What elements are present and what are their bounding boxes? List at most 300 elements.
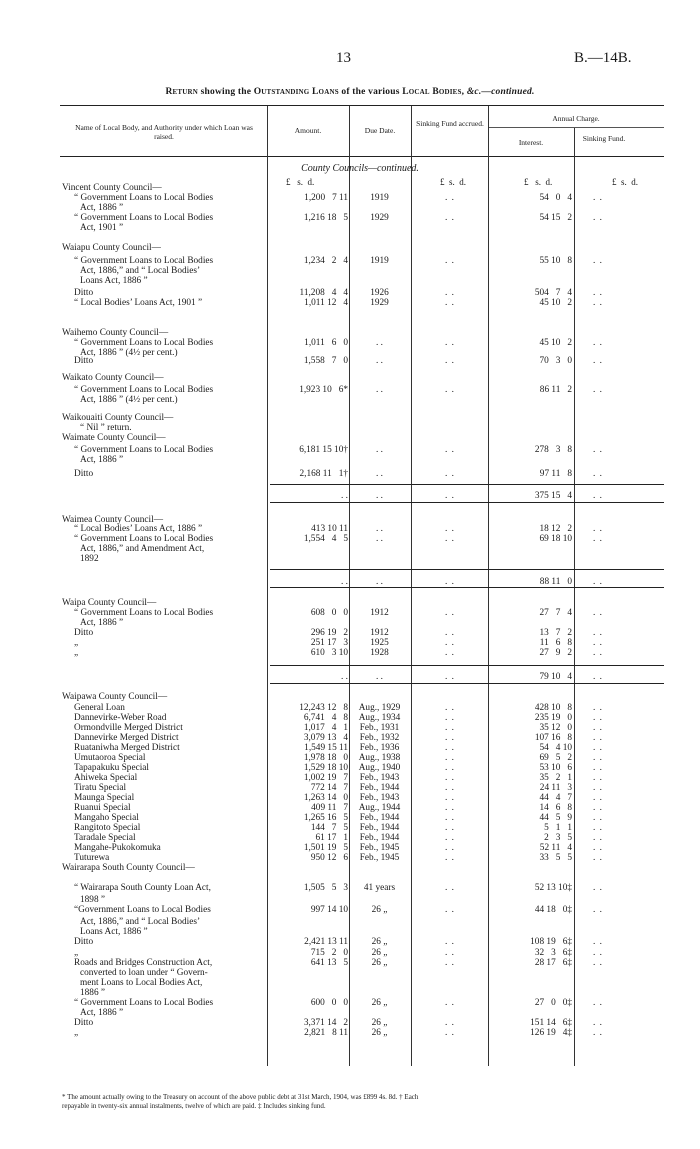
amount-cell: 1,002 19 7 <box>303 773 348 783</box>
subtotal-rule <box>270 683 664 684</box>
loan-description: Mangahe-Pukokomuka <box>74 843 161 853</box>
units-interest: £ s. d. <box>524 177 553 187</box>
loan-description: “ Government Loans to Local Bodies <box>74 608 214 618</box>
sinking-fund-accrued-cell: . . <box>445 628 455 638</box>
loan-description: “ Government Loans to Local Bodies <box>74 338 214 348</box>
sinking-fund-cell: . . <box>593 948 603 958</box>
loan-description: Waikouaiti County Council— <box>62 413 174 423</box>
due-date-cell: . . <box>376 524 383 534</box>
due-date-cell: 1928 <box>370 648 389 658</box>
sinking-fund-accrued-cell: . . <box>445 905 455 915</box>
sinking-fund-accrued-cell: . . <box>445 213 455 223</box>
loan-description: Umutaoroa Special <box>74 753 146 763</box>
loan-description: Act, 1886,” and “ Local Bodies’ <box>80 266 201 276</box>
due-date-cell: 1912 <box>370 628 389 638</box>
amount-cell: 2,168 11 1† <box>299 469 348 479</box>
due-date-cell: . . <box>376 672 383 682</box>
interest-cell: 52 13 10‡ <box>534 883 572 893</box>
loan-description: „ <box>74 638 79 648</box>
subtotal-rule <box>270 665 664 666</box>
interest-cell: 70 3 0 <box>539 356 572 366</box>
sinking-fund-cell: . . <box>593 843 603 853</box>
table-top-rule <box>60 105 664 106</box>
sinking-fund-cell: . . <box>593 288 603 298</box>
sinking-fund-accrued-cell: . . <box>445 672 455 682</box>
interest-cell: 2 3 5 <box>544 833 572 843</box>
due-date-cell: . . <box>376 469 383 479</box>
amount-cell: 1,554 4 5 <box>303 534 348 544</box>
col-head-amount: Amount. <box>294 126 322 135</box>
loan-description: Rangitoto Special <box>74 823 141 833</box>
loan-description: Tapapakuku Special <box>74 763 149 773</box>
due-date-cell: 1926 <box>370 288 389 298</box>
sinking-fund-accrued-cell: . . <box>445 445 455 455</box>
due-date-cell: Feb., 1943 <box>359 793 400 803</box>
loan-description: Act, 1886 ” (4½ per cent.) <box>80 348 178 358</box>
sinking-fund-accrued-cell: . . <box>445 723 455 733</box>
interest-cell: 35 2 1 <box>539 773 572 783</box>
subtotal-rule <box>270 484 664 485</box>
units-sinking: £ s. d. <box>440 177 467 187</box>
loan-description: Act, 1886 ” <box>80 455 124 465</box>
interest-cell: 52 11 4 <box>539 843 572 853</box>
loan-description: Act, 1886 ” <box>80 618 124 628</box>
due-date-cell: 26 „ <box>371 958 388 968</box>
amount-cell: 11,208 4 4 <box>299 288 348 298</box>
interest-cell: 69 5 2 <box>539 753 572 763</box>
interest-cell: 428 10 8 <box>534 703 572 713</box>
amount-cell: 12,243 12 8 <box>299 703 348 713</box>
loan-description: 1886 ” <box>80 988 106 998</box>
due-date-cell: Feb., 1944 <box>359 783 400 793</box>
sinking-fund-cell: . . <box>593 469 603 479</box>
loan-description: “ Government Loans to Local Bodies <box>74 193 214 203</box>
interest-cell: 54 0 4 <box>539 193 572 203</box>
loan-description: Ditto <box>74 1018 94 1028</box>
footnote: * The amount actually owing to the Treasury on account of the above public debt at 31st March, 1904, was £899 4s. 8d. † Each repayable in twenty-six annual instalments, twelve of which are paid. ‡ Includes sinking fund. <box>62 1093 419 1110</box>
sinking-fund-cell: . . <box>593 491 603 501</box>
annual-charge-rule <box>488 127 664 128</box>
loan-description: „ <box>74 1028 79 1038</box>
col-head-sinking-fund: Sinking Fund. <box>582 134 626 143</box>
sinking-fund-cell: . . <box>593 937 603 947</box>
loan-description: Ormondville Merged District <box>74 723 183 733</box>
units-amount: £ s. d. <box>286 177 315 187</box>
document-reference: B.—14B. <box>574 50 632 66</box>
loan-description: Waimate County Council— <box>62 433 166 443</box>
sinking-fund-accrued-cell: . . <box>445 853 455 863</box>
loan-description: “ Government Loans to Local Bodies <box>74 213 214 223</box>
interest-cell: 45 10 2 <box>539 298 572 308</box>
interest-cell: 504 7 4 <box>534 288 572 298</box>
sinking-fund-cell: . . <box>593 445 603 455</box>
amount-cell: 715 2 0 <box>310 948 348 958</box>
due-date-cell: . . <box>376 445 383 455</box>
sinking-fund-cell: . . <box>593 1028 603 1038</box>
amount-cell: 3,079 13 4 <box>303 733 348 743</box>
sinking-fund-accrued-cell: . . <box>445 534 455 544</box>
loan-description: Dannevirke Merged District <box>74 733 179 743</box>
sinking-fund-cell: . . <box>593 524 603 534</box>
sinking-fund-cell: . . <box>593 723 603 733</box>
loan-description: Ruataniwha Merged District <box>74 743 180 753</box>
amount-cell: 610 3 10 <box>310 648 348 658</box>
amount-cell: 1,200 7 11 <box>304 193 348 203</box>
due-date-cell: . . <box>376 534 383 544</box>
sinking-fund-accrued-cell: . . <box>445 524 455 534</box>
due-date-cell: Aug., 1938 <box>358 753 401 763</box>
due-date-cell: 1912 <box>370 608 389 618</box>
sinking-fund-cell: . . <box>593 905 603 915</box>
interest-cell: 375 15 4 <box>534 491 572 501</box>
loan-description: Waimea County Council— <box>62 515 163 525</box>
amount-cell: 251 17 3 <box>310 638 348 648</box>
sinking-fund-accrued-cell: . . <box>445 1028 455 1038</box>
sinking-fund-cell: . . <box>593 385 603 395</box>
loan-description: Ditto <box>74 937 94 947</box>
amount-cell: . . <box>341 672 348 682</box>
interest-cell: 28 17 6‡ <box>534 958 572 968</box>
sinking-fund-cell: . . <box>593 298 603 308</box>
due-date-cell: Feb., 1932 <box>359 733 400 743</box>
loan-description: Waiapu County Council— <box>62 243 161 253</box>
col-divider <box>411 106 412 1066</box>
subtotal-rule <box>270 569 664 570</box>
col-divider <box>574 128 575 1066</box>
sinking-fund-accrued-cell: . . <box>445 638 455 648</box>
sinking-fund-accrued-cell: . . <box>445 491 455 501</box>
sinking-fund-accrued-cell: . . <box>445 733 455 743</box>
sinking-fund-cell: . . <box>593 628 603 638</box>
due-date-cell: 26 „ <box>371 1028 388 1038</box>
sinking-fund-accrued-cell: . . <box>445 703 455 713</box>
amount-cell: . . <box>341 491 348 501</box>
loan-description: 1898 ” <box>80 895 106 905</box>
sinking-fund-accrued-cell: . . <box>445 608 455 618</box>
amount-cell: 600 0 0 <box>310 998 348 1008</box>
due-date-cell: . . <box>376 385 383 395</box>
amount-cell: 997 14 10 <box>310 905 348 915</box>
sinking-fund-cell: . . <box>593 648 603 658</box>
interest-cell: 97 11 8 <box>539 469 572 479</box>
amount-cell: 1,529 18 10 <box>303 763 348 773</box>
sinking-fund-accrued-cell: . . <box>445 193 455 203</box>
loan-description: Wairarapa South County Council— <box>62 863 195 873</box>
amount-cell: 1,923 10 6* <box>299 385 348 395</box>
due-date-cell: 26 „ <box>371 905 388 915</box>
loan-description: “ Wairarapa South County Loan Act, <box>74 883 211 893</box>
interest-cell: 55 10 8 <box>539 256 572 266</box>
loan-description: Ditto <box>74 356 94 366</box>
sinking-fund-cell: . . <box>593 998 603 1008</box>
loan-description: “ Nil ” return. <box>80 423 132 433</box>
sinking-fund-accrued-cell: . . <box>445 469 455 479</box>
amount-cell: 1,265 16 5 <box>303 813 348 823</box>
interest-cell: 86 11 2 <box>539 385 572 395</box>
amount-cell: 409 11 7 <box>311 803 348 813</box>
sinking-fund-accrued-cell: . . <box>445 948 455 958</box>
sinking-fund-accrued-cell: . . <box>445 883 455 893</box>
due-date-cell: 1929 <box>370 298 389 308</box>
sinking-fund-accrued-cell: . . <box>445 773 455 783</box>
sinking-fund-cell: . . <box>593 534 603 544</box>
table-caption: Return showing the Outstanding Loans of the various Local Bodies, &c.—continued. <box>165 87 535 97</box>
sinking-fund-cell: . . <box>593 823 603 833</box>
amount-cell: 2,821 8 11 <box>304 1028 348 1038</box>
due-date-cell: . . <box>376 577 383 587</box>
loan-description: Taradale Special <box>74 833 136 843</box>
due-date-cell: Feb., 1944 <box>359 813 400 823</box>
interest-cell: 108 19 6‡ <box>530 937 572 947</box>
loan-description: Maunga Special <box>74 793 135 803</box>
sinking-fund-cell: . . <box>593 1018 603 1028</box>
loan-description: “ Local Bodies’ Loans Act, 1901 ” <box>74 298 203 308</box>
due-date-cell: Aug., 1944 <box>358 803 401 813</box>
amount-cell: 1,978 18 0 <box>303 753 348 763</box>
loan-description: Waikato County Council— <box>62 373 164 383</box>
sinking-fund-cell: . . <box>593 853 603 863</box>
amount-cell: 1,216 18 5 <box>303 213 348 223</box>
amount-cell: 3,371 14 2 <box>303 1018 348 1028</box>
interest-cell: 278 3 8 <box>534 445 572 455</box>
loan-description: Act, 1901 ” <box>80 223 124 233</box>
loan-description: Act, 1886 ” (4½ per cent.) <box>80 395 178 405</box>
loan-description: 1892 <box>80 554 99 564</box>
sinking-fund-accrued-cell: . . <box>445 813 455 823</box>
amount-cell: 1,011 12 4 <box>304 298 348 308</box>
interest-cell: 151 14 6‡ <box>530 1018 572 1028</box>
amount-cell: 296 19 2 <box>310 628 348 638</box>
sinking-fund-cell: . . <box>593 672 603 682</box>
amount-cell: 1,549 15 11 <box>304 743 348 753</box>
loan-description: Loans Act, 1886 ” <box>80 927 148 937</box>
loan-description: “ Government Loans to Local Bodies <box>74 445 214 455</box>
sinking-fund-cell: . . <box>593 958 603 968</box>
loan-description: Ahiweka Special <box>74 773 138 783</box>
amount-cell: 6,741 4 8 <box>303 713 348 723</box>
sinking-fund-accrued-cell: . . <box>445 338 455 348</box>
sinking-fund-cell: . . <box>593 733 603 743</box>
loan-description: Ditto <box>74 628 94 638</box>
sinking-fund-accrued-cell: . . <box>445 833 455 843</box>
sinking-fund-cell: . . <box>593 813 603 823</box>
sinking-fund-accrued-cell: . . <box>445 577 455 587</box>
amount-cell: 1,011 6 0 <box>304 338 348 348</box>
due-date-cell: Aug., 1934 <box>358 713 401 723</box>
due-date-cell: . . <box>376 356 383 366</box>
loan-description: Act, 1886,” and Amendment Act, <box>80 544 205 554</box>
sinking-fund-cell: . . <box>593 338 603 348</box>
loan-description: “Government Loans to Local Bodies <box>74 905 211 915</box>
loan-description: Ditto <box>74 288 94 298</box>
interest-cell: 79 10 4 <box>539 672 572 682</box>
page-number: 13 <box>336 50 351 66</box>
loan-description: “ Government Loans to Local Bodies <box>74 998 214 1008</box>
loan-description: Ditto <box>74 469 94 479</box>
sinking-fund-accrued-cell: . . <box>445 256 455 266</box>
interest-cell: 14 6 8 <box>539 803 572 813</box>
interest-cell: 88 11 0 <box>539 577 572 587</box>
due-date-cell: Aug., 1940 <box>358 763 401 773</box>
amount-cell: 1,263 14 0 <box>303 793 348 803</box>
col-head-name: Name of Local Body, and Authority under which Loan was raised. <box>75 123 253 141</box>
interest-cell: 45 10 2 <box>539 338 572 348</box>
interest-cell: 32 3 6‡ <box>534 948 572 958</box>
interest-cell: 44 18 0‡ <box>534 905 572 915</box>
loan-description: Waipawa County Council— <box>62 692 168 702</box>
amount-cell: 950 12 6 <box>310 853 348 863</box>
loan-description: converted to loan under “ Govern- <box>80 968 208 978</box>
col-head-sinking: Sinking Fund accrued. <box>416 119 484 128</box>
amount-cell: 6,181 15 10† <box>299 445 348 455</box>
sinking-fund-cell: . . <box>593 638 603 648</box>
interest-cell: 69 18 10 <box>539 534 572 544</box>
sinking-fund-cell: . . <box>593 608 603 618</box>
amount-cell: 641 13 5 <box>310 958 348 968</box>
due-date-cell: . . <box>376 491 383 501</box>
loan-description: Waihemo County Council— <box>62 328 169 338</box>
col-divider <box>349 106 350 1066</box>
sinking-fund-cell: . . <box>593 703 603 713</box>
sinking-fund-accrued-cell: . . <box>445 763 455 773</box>
amount-cell: 608 0 0 <box>310 608 348 618</box>
interest-cell: 27 9 2 <box>539 648 572 658</box>
due-date-cell: Feb., 1944 <box>359 833 400 843</box>
due-date-cell: Aug., 1929 <box>358 703 401 713</box>
sinking-fund-accrued-cell: . . <box>445 803 455 813</box>
subtotal-rule <box>270 587 664 588</box>
due-date-cell: 1929 <box>370 213 389 223</box>
col-divider <box>488 106 489 1066</box>
sinking-fund-accrued-cell: . . <box>445 753 455 763</box>
interest-cell: 126 19 4‡ <box>530 1028 572 1038</box>
interest-cell: 54 15 2 <box>539 213 572 223</box>
loan-description: Act, 1886 ” <box>80 1008 124 1018</box>
sinking-fund-cell: . . <box>593 193 603 203</box>
sinking-fund-cell: . . <box>593 577 603 587</box>
sinking-fund-accrued-cell: . . <box>445 356 455 366</box>
sinking-fund-accrued-cell: . . <box>445 958 455 968</box>
sinking-fund-cell: . . <box>593 256 603 266</box>
sinking-fund-cell: . . <box>593 783 603 793</box>
sinking-fund-cell: . . <box>593 713 603 723</box>
loan-description: Dannevirke-Weber Road <box>74 713 167 723</box>
sinking-fund-cell: . . <box>593 793 603 803</box>
subtotal-rule <box>270 502 664 503</box>
sinking-fund-accrued-cell: . . <box>445 998 455 1008</box>
sinking-fund-accrued-cell: . . <box>445 743 455 753</box>
due-date-cell: 26 „ <box>371 937 388 947</box>
due-date-cell: Feb., 1945 <box>359 843 400 853</box>
interest-cell: 107 16 8 <box>534 733 572 743</box>
loan-description: „ <box>74 948 79 958</box>
due-date-cell: 1919 <box>370 256 389 266</box>
loan-description: Act, 1886 ” <box>80 203 124 213</box>
amount-cell: 1,017 4 1 <box>303 723 348 733</box>
amount-cell: 2,421 13 11 <box>304 937 348 947</box>
sinking-fund-cell: . . <box>593 773 603 783</box>
due-date-cell: Feb., 1944 <box>359 823 400 833</box>
amount-cell: 413 10 11 <box>311 524 348 534</box>
sinking-fund-accrued-cell: . . <box>445 648 455 658</box>
due-date-cell: . . <box>376 338 383 348</box>
units-sinking-fund: £ s. d. <box>612 177 639 187</box>
sinking-fund-cell: . . <box>593 803 603 813</box>
interest-cell: 53 10 6 <box>539 763 572 773</box>
interest-cell: 235 19 0 <box>534 713 572 723</box>
due-date-cell: 26 „ <box>371 948 388 958</box>
due-date-cell: Feb., 1936 <box>359 743 400 753</box>
interest-cell: 27 0 0‡ <box>534 998 572 1008</box>
sinking-fund-accrued-cell: . . <box>445 298 455 308</box>
loan-description: Vincent County Council— <box>62 183 162 193</box>
col-head-due: Due Date. <box>364 126 396 135</box>
interest-cell: 18 12 2 <box>539 524 572 534</box>
interest-cell: 27 7 4 <box>539 608 572 618</box>
loan-description: „ <box>74 648 79 658</box>
interest-cell: 11 6 8 <box>539 638 572 648</box>
interest-cell: 13 7 2 <box>539 628 572 638</box>
loan-description: General Loan <box>74 703 125 713</box>
sinking-fund-cell: . . <box>593 833 603 843</box>
amount-cell: 1,558 7 0 <box>303 356 348 366</box>
interest-cell: 24 11 3 <box>539 783 572 793</box>
sinking-fund-accrued-cell: . . <box>445 713 455 723</box>
sinking-fund-cell: . . <box>593 356 603 366</box>
due-date-cell: 26 „ <box>371 998 388 1008</box>
interest-cell: 5 1 1 <box>544 823 572 833</box>
amount-cell: 61 17 1 <box>315 833 348 843</box>
amount-cell: 772 14 7 <box>310 783 348 793</box>
loan-description: Waipa County Council— <box>62 598 157 608</box>
sinking-fund-accrued-cell: . . <box>445 288 455 298</box>
interest-cell: 54 4 10 <box>539 743 572 753</box>
sinking-fund-accrued-cell: . . <box>445 843 455 853</box>
sinking-fund-cell: . . <box>593 763 603 773</box>
sinking-fund-cell: . . <box>593 753 603 763</box>
due-date-cell: Feb., 1931 <box>359 723 400 733</box>
due-date-cell: 26 „ <box>371 1018 388 1028</box>
sinking-fund-cell: . . <box>593 883 603 893</box>
due-date-cell: 41 years <box>363 883 396 893</box>
interest-cell: 35 12 0 <box>539 723 572 733</box>
due-date-cell: 1919 <box>370 193 389 203</box>
sinking-fund-cell: . . <box>593 213 603 223</box>
sinking-fund-accrued-cell: . . <box>445 1018 455 1028</box>
loan-description: ment Loans to Local Bodies Act, <box>80 978 203 988</box>
due-date-cell: Feb., 1945 <box>359 853 400 863</box>
loan-description: Loans Act, 1886 ” <box>80 276 148 286</box>
loan-description: Tuturewa <box>74 853 110 863</box>
sinking-fund-accrued-cell: . . <box>445 823 455 833</box>
amount-cell: 144 7 5 <box>310 823 348 833</box>
sinking-fund-accrued-cell: . . <box>445 783 455 793</box>
amount-cell: . . <box>341 577 348 587</box>
amount-cell: 1,505 5 3 <box>303 883 348 893</box>
section-heading: County Councils—continued. <box>301 163 419 174</box>
interest-cell: 44 4 7 <box>539 793 572 803</box>
loan-description: “ Government Loans to Local Bodies <box>74 534 214 544</box>
sinking-fund-accrued-cell: . . <box>445 793 455 803</box>
sinking-fund-accrued-cell: . . <box>445 937 455 947</box>
loan-description: “ Government Loans to Local Bodies <box>74 256 214 266</box>
col-head-annual: Annual Charge. <box>552 114 600 123</box>
loan-description: Roads and Bridges Construction Act, <box>74 958 213 968</box>
loan-description: Act, 1886,” and “ Local Bodies’ <box>80 917 201 927</box>
col-head-interest: Interest. <box>518 138 544 147</box>
sinking-fund-accrued-cell: . . <box>445 385 455 395</box>
loan-description: Ruanui Special <box>74 803 131 813</box>
